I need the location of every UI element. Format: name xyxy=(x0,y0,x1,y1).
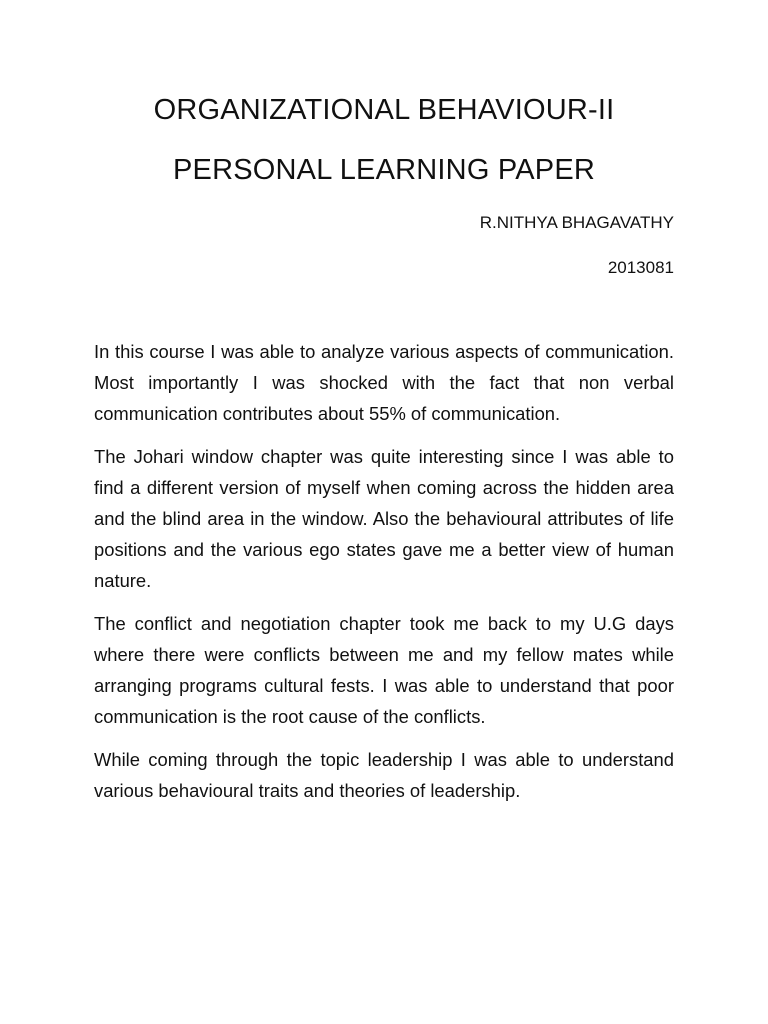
paragraph: The conflict and negotiation chapter took me back to my U.G days where there were conflicts between me and my fellow mates while arranging programs cultural fests. I was able to understand that poor communication is the root cause of the conflicts. xyxy=(94,613,674,727)
author-name: R.NITHYA BHAGAVATHY xyxy=(479,213,674,232)
document-body xyxy=(94,336,674,818)
paragraph: In this course I was able to analyze various aspects of communication. Most importantly I was shocked with the fact that non verbal communication contributes about 55% of communication. xyxy=(94,341,674,424)
paragraph: The Johari window chapter was quite interesting since I was able to find a different version of myself when coming across the hidden area and the blind area in the window. Also the behavioural attributes of life positions and the various ego states gave me a better view of human nature. xyxy=(94,446,674,591)
roll-number: 2013081 xyxy=(607,258,674,277)
document-subtitle: PERSONAL LEARNING PAPER xyxy=(173,154,595,186)
document-title: ORGANIZATIONAL BEHAVIOUR-II xyxy=(153,94,615,126)
paragraph: While coming through the topic leadership I was able to understand various behavioural traits and theories of leadership. xyxy=(94,749,674,801)
